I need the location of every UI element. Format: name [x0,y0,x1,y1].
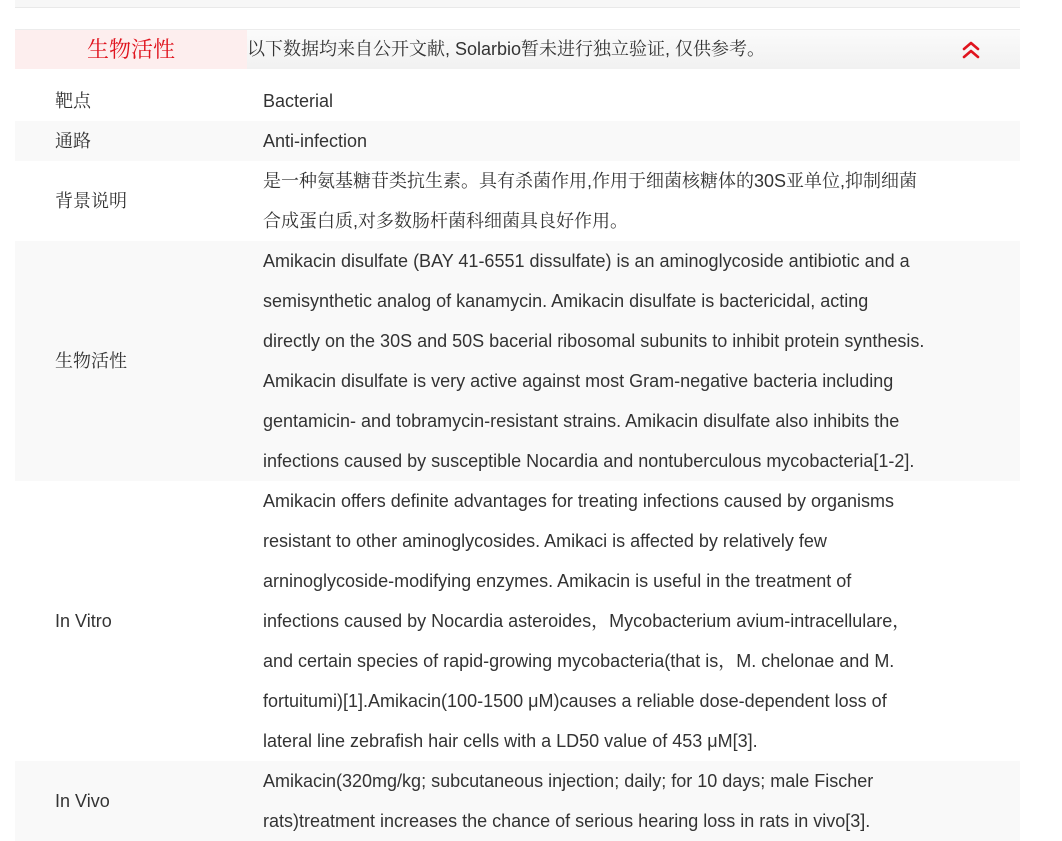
value-line: Amikacin disulfate (BAY 41-6551 dissulfate) is an aminoglycoside antibiotic and a [263,251,910,271]
table-row-in-vivo [15,761,1020,841]
row-label: 生物活性 [55,351,127,371]
value-line: 是一种氨基糖苷类抗生素。具有杀菌作用,作用于细菌核糖体的30S亚单位,抑制细菌 [263,171,918,191]
value-line: infections caused by Nocardia asteroides，Mycobacterium avium-intracellulare， [263,611,911,631]
table-row-in-vitro [15,481,1020,761]
value-line: semisynthetic analog of kanamycin. Amikacin disulfate is bactericidal, acting [263,291,869,311]
value-line: and certain species of rapid-growing mycobacteria(that is，M. chelonae and M. [263,651,895,671]
row-value [263,121,1020,161]
table-row-pathway [15,121,1020,161]
value-line: Anti-infection [263,131,368,151]
double-chevron-up-icon[interactable] [960,39,982,61]
row-value [263,161,1020,241]
row-label: 通路 [55,131,91,151]
row-value [263,761,1020,841]
table-row-background [15,161,1020,241]
row-label: 背景说明 [55,191,127,211]
table-row-bioactivity [15,241,1020,481]
bioactivity-section-header [15,29,1020,69]
value-line: Amikacin offers definite advantages for treating infections caused by organisms [263,491,895,511]
table-row-target [15,81,1020,121]
value-line: resistant to other aminoglycosides. Amikaci is affected by relatively few [263,531,827,551]
row-label: 靶点 [55,91,91,111]
row-label: In Vivo [55,791,110,811]
row-label: In Vitro [55,611,112,631]
value-line: gentamicin- and tobramycin-resistant strains. Amikacin disulfate also inhibits the [263,411,900,431]
value-line: 合成蛋白质,对多数肠杆菌科细菌具良好作用。 [263,211,628,231]
row-value [263,241,1020,481]
value-line: Bacterial [263,91,334,111]
row-value [263,81,1020,121]
value-line: directly on the 30S and 50S bacerial ribosomal subunits to inhibit protein synthesis. [263,331,925,351]
value-line: Amikacin disulfate is very active against most Gram-negative bacteria including [263,371,894,391]
value-line: infections caused by susceptible Nocardia and nontuberculous mycobacteria[1-2]. [263,451,915,471]
value-line: fortuitumi)[1].Amikacin(100-1500 μM)causes a reliable dose-dependent loss of [263,691,887,711]
page-right-edge [1054,0,1062,841]
value-line: lateral line zebrafish hair cells with a LD50 value of 453 μM[3]. [263,731,758,751]
value-line: Amikacin(320mg/kg; subcutaneous injection; daily; for 10 days; male Fischer [263,771,874,791]
value-line: rats)treatment increases the chance of serious hearing loss in rats in vivo[3]. [263,811,871,831]
value-line: arninoglycoside-modifying enzymes. Amikacin is useful in the treatment of [263,571,852,591]
disclaimer-note: 以下数据均来自公开文献, Solarbio暂未进行独立验证, 仅供参考。 [247,39,766,59]
previous-section-edge [15,0,1020,8]
row-value [263,481,1020,761]
section-title: 生物活性 [15,30,247,69]
info-table [15,81,1020,841]
